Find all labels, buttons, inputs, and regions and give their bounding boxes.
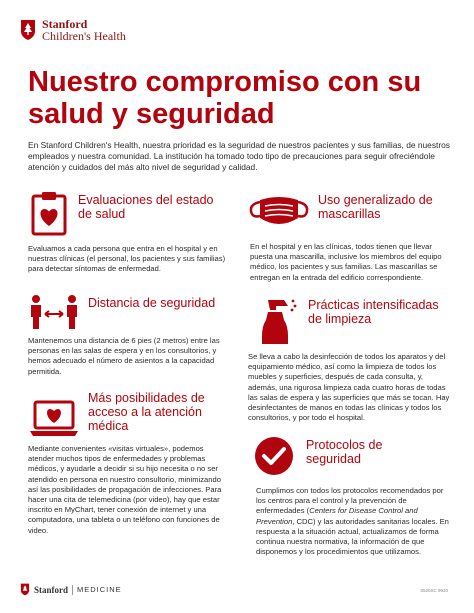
protocolos-body-post: , CDC) y las autoridades sanitarias locales. En respuesta a la situación actual, actualizamos de forma continua nuestra normativa, la información de que disponemos y los procedimientos que utilizamos. (256, 516, 449, 557)
spray-bottle-icon (254, 296, 298, 346)
section-body-limpieza: Se lleva a cabo la desinfección de todos los aparatos y del equipamiento médico, así como la limpieza de todos los muebles y superficies, después de cada consulta, y, además, una rigurosa limpieza cada cuatro horas de todas las salas de espera y las superficies que más se tocan. Hay desinfectantes de manos en todas las clínicas y todos los consultorios, y por todo el hospital. (248, 352, 450, 423)
section-mascarillas (248, 190, 448, 283)
stanford-tree-shield-icon (20, 19, 36, 41)
section-title-acceso: Más posibilidades de acceso a la atención médica (88, 391, 205, 433)
section-body-evaluaciones: Evaluamos a cada persona que entra en el hospital y en nuestras clínicas (el personal, los pacientes y sus familias) para detectar síntomas de enfermedad. (28, 244, 226, 274)
section-protocolos (248, 436, 452, 557)
footer-brand-name: Stanford (34, 584, 69, 595)
section-body-mascarillas: En el hospital y en las clínicas, todos tienen que llevar puesta una mascarilla, inclusive los miembros del equipo médico, los pacientes y sus familias. Las mascarillas se entregan en la entrada del edificio correspondiente. (250, 242, 442, 282)
check-circle-icon (254, 436, 294, 476)
brand-logo[interactable] (20, 18, 126, 42)
section-body-acceso: Mediante convenientes «visitas virtuales», podemos atender muchos tipos de enfermedades y problemas médicos, y ayudarle a decidir si su hijo necesita o no ser atendido en persona en nuestro consultorio, minimizando así las posibilidades de propagación de infecciones. Para hacer una cita de telemedicina (por video), hay que estar inscrito en MyChart, tener conexión de internet y una computadora, una tableta o un teléfono con funciones de video. (28, 444, 222, 535)
document-code: 0520SC 9920 (420, 588, 448, 593)
section-title-protocolos (306, 438, 416, 466)
footer-separator (72, 585, 73, 595)
section-limpieza (248, 296, 452, 423)
social-distance-icon (28, 294, 80, 330)
protocolos-body-pre: Cumplimos con todos los protocolos recomendados por los centros para el control y la prevención de enfermedades ( (256, 486, 444, 516)
section-title-distancia: Distancia de seguridad (88, 296, 216, 310)
brand-subname: Children's Health (42, 29, 126, 43)
section-acceso (28, 390, 230, 536)
brand-name: Stanford (42, 17, 88, 31)
stanford-tree-shield-icon (20, 583, 30, 596)
section-distancia (28, 292, 228, 377)
face-mask-icon (248, 194, 310, 230)
section-title-mascarillas: Uso generalizado de mascarillas (318, 193, 433, 221)
footer-logo[interactable] (20, 583, 122, 596)
section-body-distancia: Mantenemos una distancia de 6 pies (2 metros) entre las personas en las salas de espera y en los consultorios, y hemos adecuado el número de asientos a la capacidad permitida. (28, 336, 220, 376)
section-title-limpieza: Prácticas intensificadas de limpieza (308, 298, 439, 326)
page-title: Nuestro compromiso con su salud y seguridad (28, 66, 422, 130)
intro-paragraph: En Stanford Children's Health, nuestra prioridad es la seguridad de nuestros pacientes y sus familias, de nuestros empleados y nuestra comunidad. La institución ha tomado todo tipo de precauciones para seguir ofreciéndole atención y cuidados del más alto nivel de seguridad y calidad. (28, 140, 450, 172)
section-body-protocolos (248, 486, 452, 557)
footer-division: MEDICINE (77, 585, 122, 594)
section-evaluaciones (28, 190, 228, 275)
laptop-heart-icon (28, 400, 80, 440)
clipboard-heart-icon (28, 190, 70, 236)
section-title-evaluaciones: Evaluaciones del estado de salud (78, 193, 214, 221)
protocolos-body-em: Centers for Disease Control and Prevention (256, 506, 418, 526)
section-title-protocolos-text: Protocolos de seguridad (306, 438, 383, 466)
